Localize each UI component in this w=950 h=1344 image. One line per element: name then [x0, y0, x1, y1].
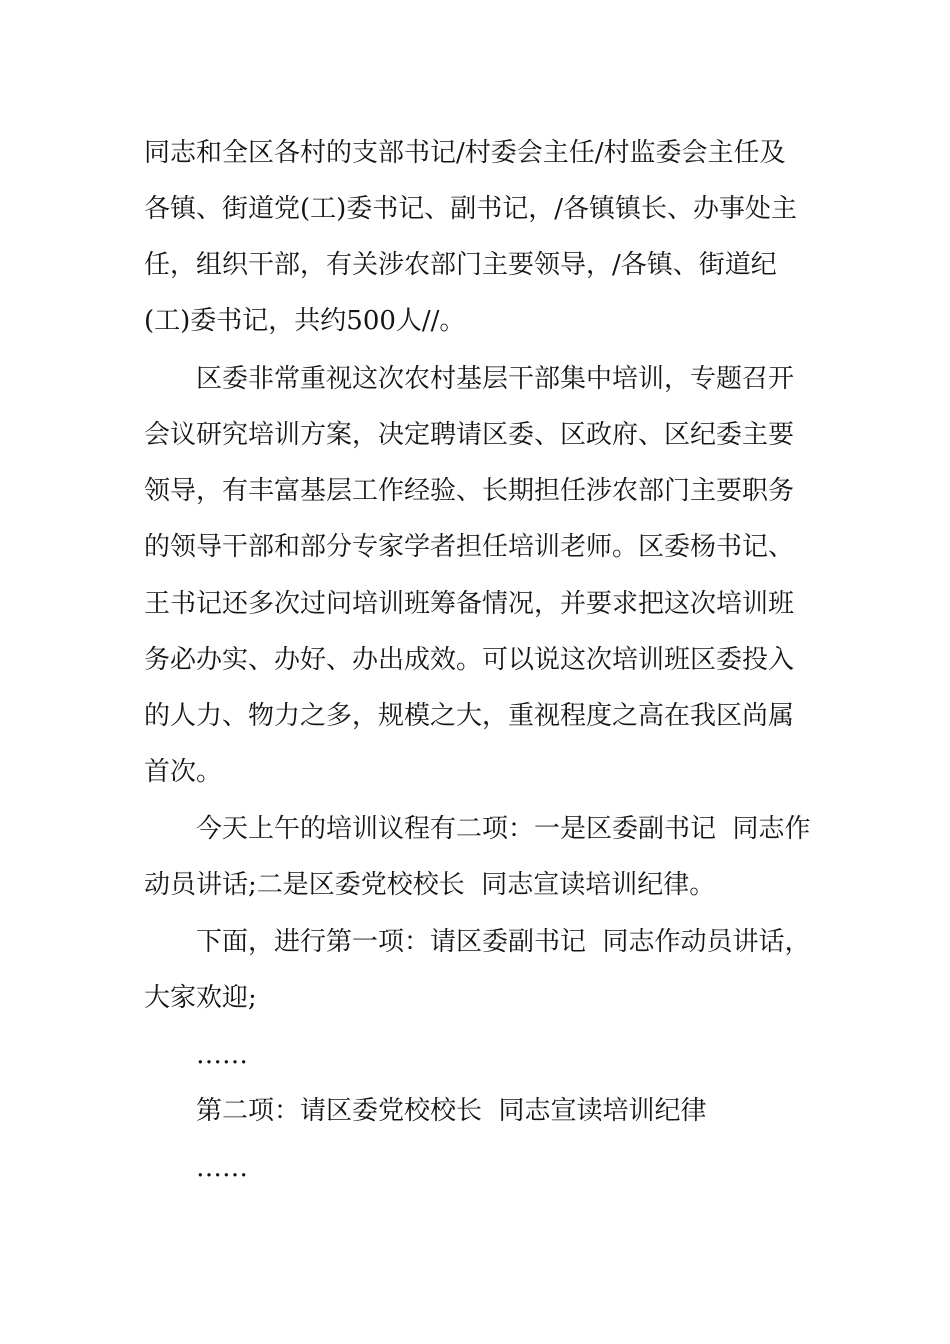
paragraph-first-line: 今天上午的培训议程有二项：一是区委副书记 同志作: [196, 814, 811, 844]
text-line: 同志和全区各村的支部书记/村委会主任/村监委会主任及: [144, 138, 786, 168]
paragraph-first-line: 第二项：请区委党校校长 同志宣读培训纪律: [196, 1096, 707, 1126]
text-line: 的领导干部和部分专家学者担任培训老师。区委杨书记、: [144, 532, 795, 562]
text-line: 动员讲话;二是区委党校校长 同志宣读培训纪律。: [144, 870, 716, 900]
text-line: 会议研究培训方案，决定聘请区委、区政府、区纪委主要: [144, 420, 795, 450]
paragraph-first-line: 区委非常重视这次农村基层干部集中培训，专题召开: [196, 364, 795, 394]
text-line: 首次。: [144, 757, 223, 787]
paragraph-first-line: 下面，进行第一项：请区委副书记 同志作动员讲话，: [196, 927, 811, 957]
text-line: 各镇、街道党(工)委书记、副书记，/各镇镇长、办事处主: [144, 194, 798, 224]
text-line: 王书记还多次过问培训班筹备情况，并要求把这次培训班: [144, 589, 795, 619]
ellipsis-line: ……: [196, 1040, 248, 1070]
text-line: 的人力、物力之多，规模之大，重视程度之高在我区尚属: [144, 701, 795, 731]
text-line: 务必办实、办好、办出成效。可以说这次培训班区委投入: [144, 645, 795, 675]
text-line: 任，组织干部，有关涉农部门主要领导，/各镇、街道纪: [144, 250, 777, 280]
ellipsis-line: ……: [196, 1153, 248, 1183]
text-line: 领导，有丰富基层工作经验、长期担任涉农部门主要职务: [144, 476, 795, 506]
text-line: 大家欢迎;: [144, 983, 257, 1013]
text-line: (工)委书记，共约500人//。: [144, 306, 466, 336]
